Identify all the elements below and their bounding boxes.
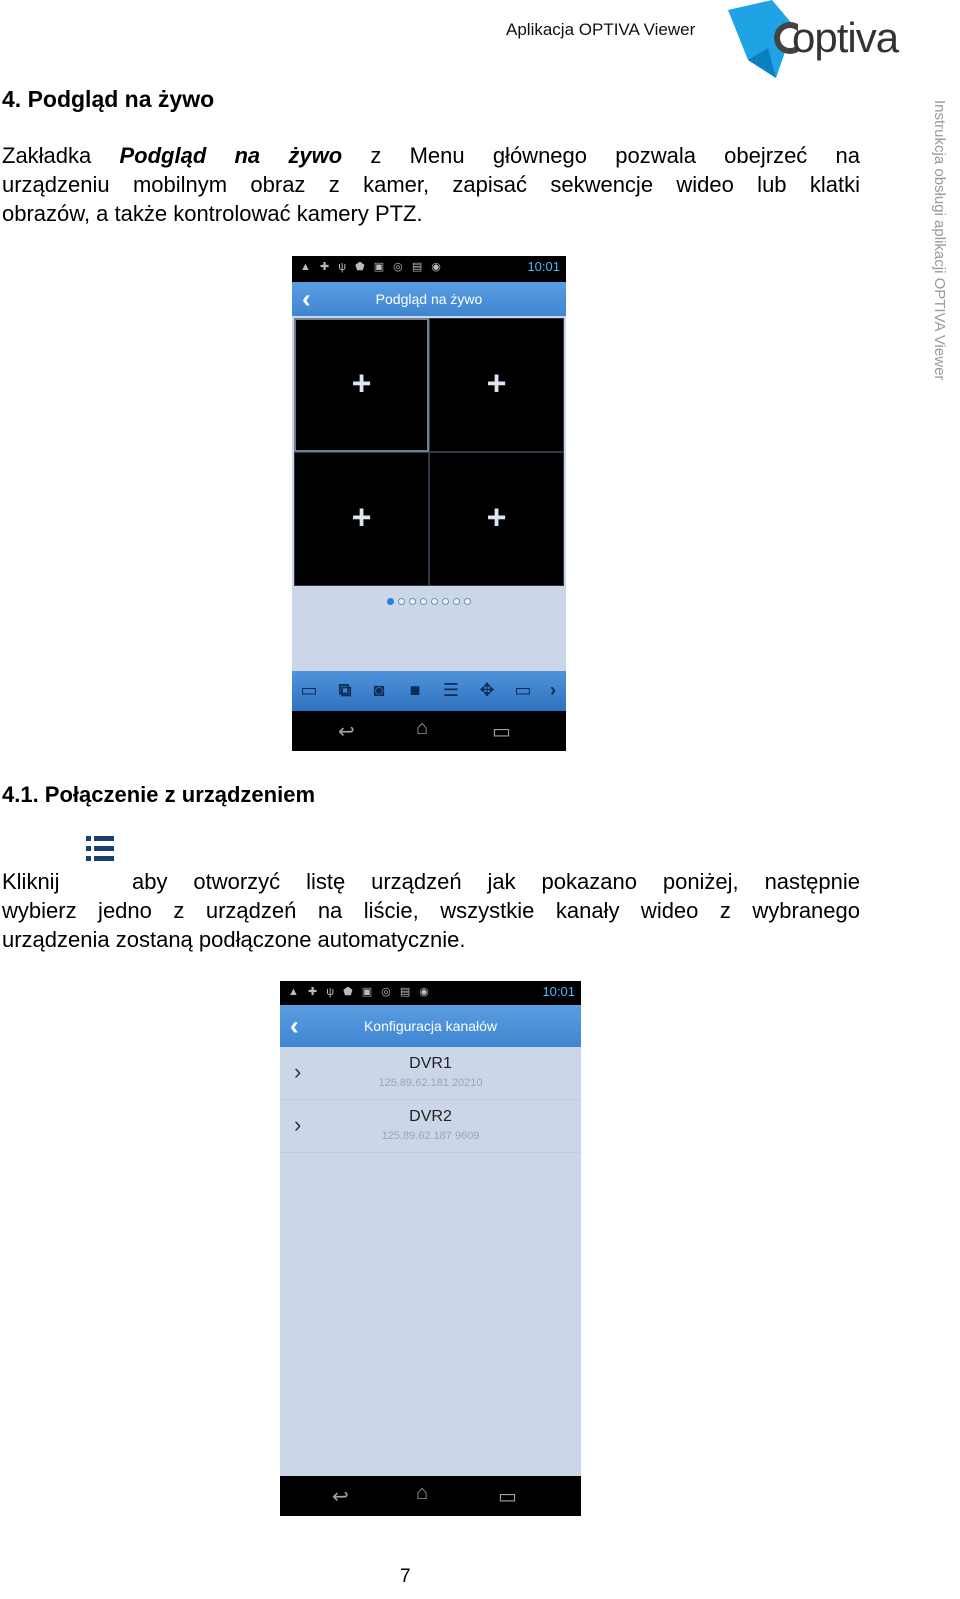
- section-title: 4. Podgląd na żywo: [2, 86, 215, 112]
- status-bar: [292, 256, 566, 282]
- paragraph-line-2: urządzeniu mobilnym obraz z kamer, zapisać sekwencje wideo lub klatki: [2, 172, 860, 197]
- back-icon[interactable]: ‹: [290, 1010, 299, 1041]
- record-icon[interactable]: ■: [409, 680, 421, 700]
- paragraph-text: aby otworzyć listę urządzeń jak pokazano poniżej, następnie: [132, 869, 860, 894]
- android-nav-bar: [280, 1476, 581, 1516]
- nav-recent-icon[interactable]: ▭: [492, 721, 511, 743]
- nav-back-icon[interactable]: ↩: [332, 1486, 349, 1508]
- device-list-icon: [86, 836, 114, 862]
- chevron-right-icon: ›: [294, 1059, 302, 1084]
- page-dot: [464, 598, 471, 605]
- video-cell-1[interactable]: [294, 318, 429, 452]
- device-address: 125.89.62.187 9609: [381, 1130, 480, 1142]
- device-list-item[interactable]: [280, 1100, 581, 1153]
- paragraph-line-3: obrazów, a także kontrolować kamery PTZ.: [2, 201, 423, 226]
- page-dot: [453, 598, 460, 605]
- device-name: DVR2: [409, 1108, 452, 1125]
- paragraph-line-1: [2, 867, 860, 896]
- channel-config-screenshot: [280, 981, 581, 1516]
- video-cell-2[interactable]: [429, 318, 564, 452]
- app-bar: [292, 282, 566, 316]
- page-dot: [442, 598, 449, 605]
- nav-home-icon[interactable]: ⌂: [416, 717, 429, 739]
- side-caption-text: Instrukcja obsługi aplikacji OPTIVA Viewer: [931, 100, 948, 381]
- paragraph-line-3: urządzenia zostaną podłączone automatycznie.: [2, 927, 466, 952]
- page-dot: [420, 598, 427, 605]
- add-camera-icon[interactable]: +: [486, 498, 507, 537]
- live-toolbar: [292, 671, 566, 711]
- optiva-logo: [728, 0, 908, 80]
- logo-wordmark: optiva: [792, 14, 899, 61]
- status-time: 10:01: [542, 984, 575, 999]
- subsection-title: 4.1. Połączenie z urządzeniem: [2, 782, 316, 807]
- video-cell-3[interactable]: [294, 452, 429, 586]
- android-nav-bar: [292, 711, 566, 751]
- back-icon[interactable]: ‹: [302, 283, 311, 314]
- nav-recent-icon[interactable]: ▭: [498, 1486, 517, 1508]
- paragraph-text: z Menu głównego pozwala obejrzeć na: [342, 143, 860, 168]
- multi-view-icon[interactable]: ⧉: [338, 680, 352, 700]
- status-time: 10:01: [527, 259, 560, 274]
- paragraph-text: Zakładka: [2, 143, 120, 168]
- screen-title: Podgląd na żywo: [375, 291, 483, 307]
- live-view-screenshot: [292, 256, 566, 751]
- paragraph-text: Kliknij: [2, 869, 60, 894]
- status-icons: ▲ ✚ ψ ⬟ ▣ ◎ ▤ ◉: [288, 986, 432, 998]
- chevron-right-icon: ›: [294, 1112, 302, 1137]
- section-paragraph: [2, 141, 860, 228]
- add-camera-icon[interactable]: +: [351, 364, 372, 403]
- video-cell-4[interactable]: [429, 452, 564, 586]
- page-dot: [409, 598, 416, 605]
- paragraph-line-1: [2, 141, 860, 170]
- side-caption: [928, 100, 948, 420]
- device-address: 125.89.62.181 20210: [378, 1077, 483, 1089]
- add-camera-icon[interactable]: +: [486, 364, 507, 403]
- toolbar-next-icon[interactable]: ›: [550, 680, 556, 700]
- page-dot: [431, 598, 438, 605]
- subsection-paragraph: [2, 867, 860, 954]
- add-camera-icon[interactable]: +: [351, 498, 372, 537]
- single-view-icon[interactable]: ▭: [300, 680, 318, 700]
- ptz-icon[interactable]: ✥: [479, 680, 495, 700]
- device-list-item[interactable]: [280, 1047, 581, 1100]
- nav-back-icon[interactable]: ↩: [338, 721, 355, 743]
- status-bar: [280, 981, 581, 1005]
- header-app-title: Aplikacja OPTIVA Viewer: [506, 20, 696, 39]
- page-dot: [398, 598, 405, 605]
- page-number: 7: [400, 1566, 411, 1587]
- status-icons: ▲ ✚ ψ ⬟ ▣ ◎ ▤ ◉: [300, 261, 444, 273]
- feature-name-emphasis: Podgląd na żywo: [119, 143, 343, 168]
- snapshot-icon[interactable]: ◙: [373, 680, 385, 700]
- app-bar: [280, 1005, 581, 1047]
- device-list-icon[interactable]: ☰: [442, 680, 460, 700]
- device-name: DVR1: [409, 1055, 452, 1072]
- paragraph-line-2: wybierz jedno z urządzeń na liście, wszystkie kanały wideo z wybranego: [2, 898, 860, 923]
- screen-title: Konfiguracja kanałów: [363, 1018, 498, 1034]
- logo-mark-icon: [728, 0, 798, 80]
- stream-icon[interactable]: ▭: [514, 680, 532, 700]
- page-dot: [387, 598, 394, 605]
- page-indicator: [292, 592, 566, 610]
- nav-home-icon[interactable]: ⌂: [416, 1482, 429, 1504]
